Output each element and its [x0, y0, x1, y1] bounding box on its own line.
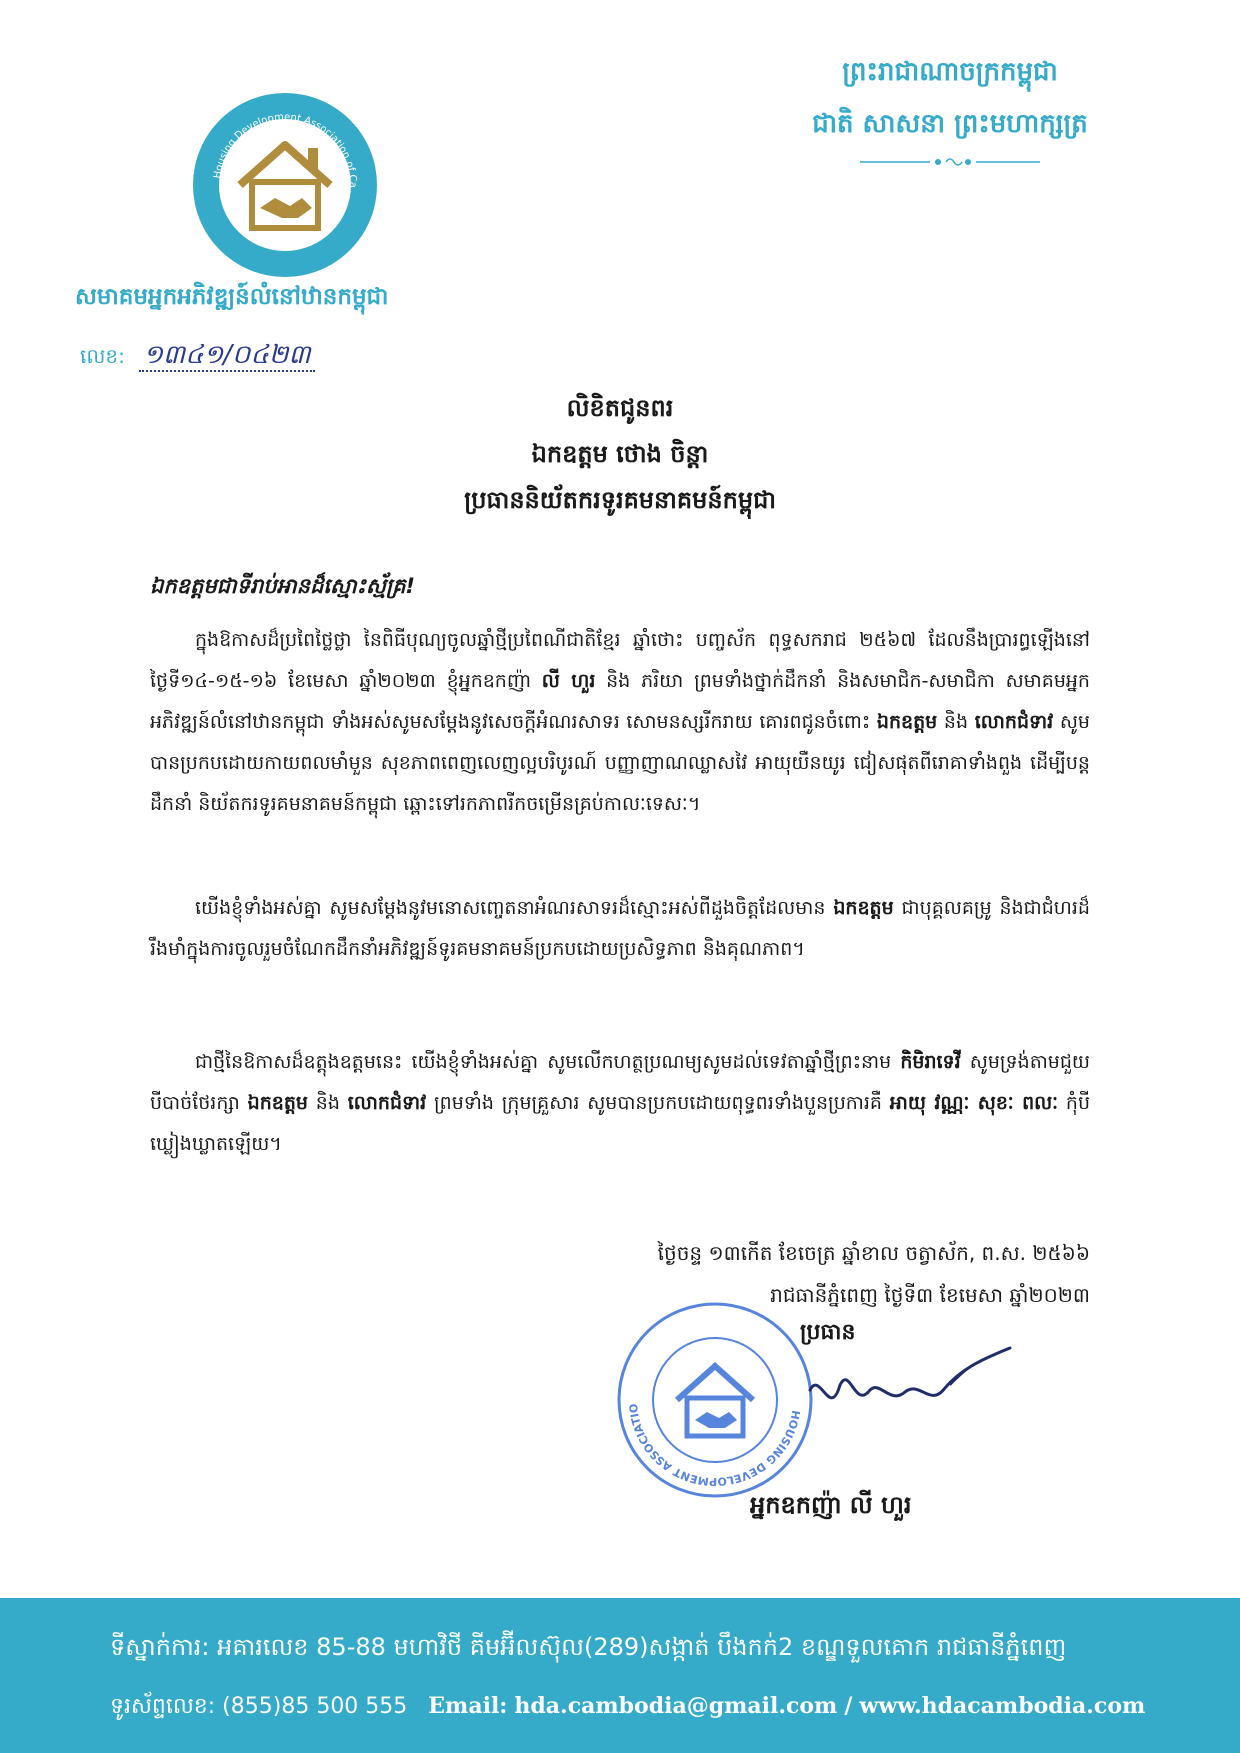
p1-text-e: និង [943, 711, 969, 733]
p3-bold-deity: កិមិរាទេវី [900, 1051, 961, 1073]
lunar-date: ថ្ងៃចន្ទ ១៣កើត ខែចេត្រ ឆ្នាំខាល ចត្វាស័ក, ព.ស. ២៥៦៦ [657, 1241, 1090, 1265]
p3-text-i: កុំបីឃ្លៀងឃ្លាតឡើយ។ [150, 1092, 1091, 1155]
reference-number [80, 338, 315, 376]
p3-bold-blessings: អាយុ វណ្ណៈ សុខៈ ពលៈ [889, 1092, 1059, 1114]
p2-bold-excellency: ឯកឧត្តម [833, 897, 894, 919]
p1-bold-lady: លោកជំទាវ [974, 711, 1054, 733]
signer-name: អ្នកឧកញ៉ា លី ហួរ [750, 1491, 912, 1519]
kingdom-line: ព្រះរាជាណាចក្រកម្ពុជា [842, 57, 1058, 87]
stamp-text: HOUSING DEVELOPMENT ASSOCIATIO [626, 1402, 803, 1489]
association-logo [190, 90, 380, 280]
website-link[interactable]: www.hdacambodia.com [859, 1693, 1146, 1719]
footer-address: ទីស្នាក់ការ: អគារលេខ 85-88 មហាវិថី គីមអ៊ីលស៊ុល(289)សង្កាត់ បឹងកក់2 ខណ្ឌទួលគោក រាជធានីភ្នំពេញ [110, 1633, 1067, 1661]
p1-bold-excellency: ឯកឧត្តម [876, 711, 938, 733]
paragraph-3 [150, 1042, 1090, 1165]
email-address[interactable]: hda.cambodia@gmail.com [514, 1693, 838, 1719]
stamp-house-icon [677, 1366, 753, 1436]
title-line-1: លិខិតជូនពរ [566, 394, 674, 422]
p2-text-a: យើងខ្ញុំទាំងអស់គ្នា សូមសម្តែងនូវមនោសញ្ចេតនាអំណរសាទរដ៏ស្មោះអស់ពីដួងចិត្តដែលមាន [195, 897, 826, 919]
paragraph-2 [150, 888, 1090, 970]
p1-text-c: និង ភរិយា ព្រមទាំងថ្នាក់ដឹកនាំ និងសមាជិក-សមាជិកា សមាគមអ្នកអភិវឌ្ឍន៍លំនៅឋានកម្ពុជា ទាំងអស់សូមសម្តែងនូវសេចក្តីអំណរសាទរ សោមនស្សរីករាយ គោរពជូនចំពោះ [150, 670, 1090, 733]
p3-text-c: សូមទ្រង់តាមជួយបីបាច់ថែរក្សា [150, 1051, 1091, 1114]
signer-title: ប្រធាន [800, 1320, 856, 1345]
ornament-divider [760, 155, 1140, 173]
p3-bold-lady: លោកជំទាវ [347, 1092, 427, 1114]
footer-contact [110, 1692, 1170, 1724]
title-line-2: ឯកឧត្តម ថោង ចិន្តា [531, 440, 709, 468]
title-line-3: ប្រធាននិយ័តករទូរគមនាគមន៍កម្ពុជា [464, 486, 776, 514]
reference-value: ១៣៤១/០៤២៣ [139, 340, 314, 372]
p1-text-a: ក្នុងឱកាសដ៏ប្រពៃថ្លៃថ្លា នៃពិធីបុណ្យចូលឆ្នាំថ្មីប្រពៃណីជាតិខ្មែរ ឆ្នាំថោះ បញ្ចស័ក ពុទ្ធសករាជ ២៥៦៧ ដែលនឹងប្រារព្ធឡើងនៅថ្ងៃទី១៤-១៥-១៦ ខែមេសា ឆ្នាំ២០២៣ ខ្ញុំអ្នកឧកញ៉ា [150, 629, 1090, 692]
handwritten-signature [800, 1330, 1020, 1440]
p3-text-g: ព្រមទាំង ក្រុមគ្រួសារ សូមបានប្រកបដោយពុទ្ធពរទាំងបួនប្រការគឺ [433, 1092, 882, 1114]
p1-text-g: សូមបានប្រកបដោយកាយពលមាំមួន សុខភាពពេញលេញល្អបរិបូរណ៍ បញ្ញាញាណឈ្លាសវៃ អាយុយឺនយូរ ជៀសផុតពីរោគាទាំងពួង ដើម្បីបន្តដឹកនាំ និយ័តករទូរគមនាគមន៍កម្ពុជា ឆ្ពោះទៅរកភាពរីកចម្រើនគ្រប់កាលៈទេសៈ។ [150, 711, 1090, 815]
letter-title [0, 385, 1240, 523]
p3-text-e: និង [315, 1092, 340, 1114]
footer-bar [0, 1598, 1240, 1753]
reference-label: លេខ: [80, 344, 125, 368]
official-stamp [615, 1300, 815, 1500]
logo-text: Housing Development Association of Ca [212, 111, 359, 188]
p3-bold-excellency: ឯកឧត្តម [247, 1092, 308, 1114]
solar-date: រាជធានីភ្នំពេញ ថ្ងៃទី៣ ខែមេសា ឆ្នាំ២០២៣ [770, 1283, 1090, 1307]
kingdom-header [760, 55, 1140, 173]
paragraph-1 [150, 620, 1090, 825]
email-label: Email: [428, 1693, 508, 1719]
p3-text-a: ជាថ្មីនៃឱកាសដ៏ឧត្តុងឧត្តមនេះ យើងខ្ញុំទាំងអស់គ្នា សូមលើកហត្ថប្រណម្យសូមដល់ទេវតាឆ្នាំថ្មីព្រះនាម [195, 1051, 892, 1073]
contact-separator: / [844, 1693, 853, 1719]
p2-text-c: ជាបុគ្គលគម្រូ និងជាជំហរដ៏រឹងមាំក្នុងការចូលរួមចំណែកដឹកនាំអភិវឌ្ឍន៍ទូរគមនាគមន៍ប្រកបដោយប្រសិទ្ធភាព និងគុណភាព។ [150, 897, 1090, 960]
svg-text:HOUSING DEVELOPMENT ASSOCIATIO [615, 1300, 802, 1488]
phone-label: ទូរស័ព្ទលេខ: [110, 1694, 216, 1719]
p1-bold-name: លី ហួរ [541, 670, 596, 692]
phone-number: (855)85 500 555 [222, 1694, 408, 1719]
nation-religion-king-line: ជាតិ សាសនា ព្រះមហាក្សត្រ [812, 109, 1088, 139]
salutation: ឯកឧត្តមជាទីរាប់អានដ៏ស្មោះស្ម័គ្រ! [150, 574, 416, 598]
organization-name: សមាគមអ្នកអភិវឌ្ឍន៍លំនៅឋានកម្ពុជា [75, 284, 389, 310]
